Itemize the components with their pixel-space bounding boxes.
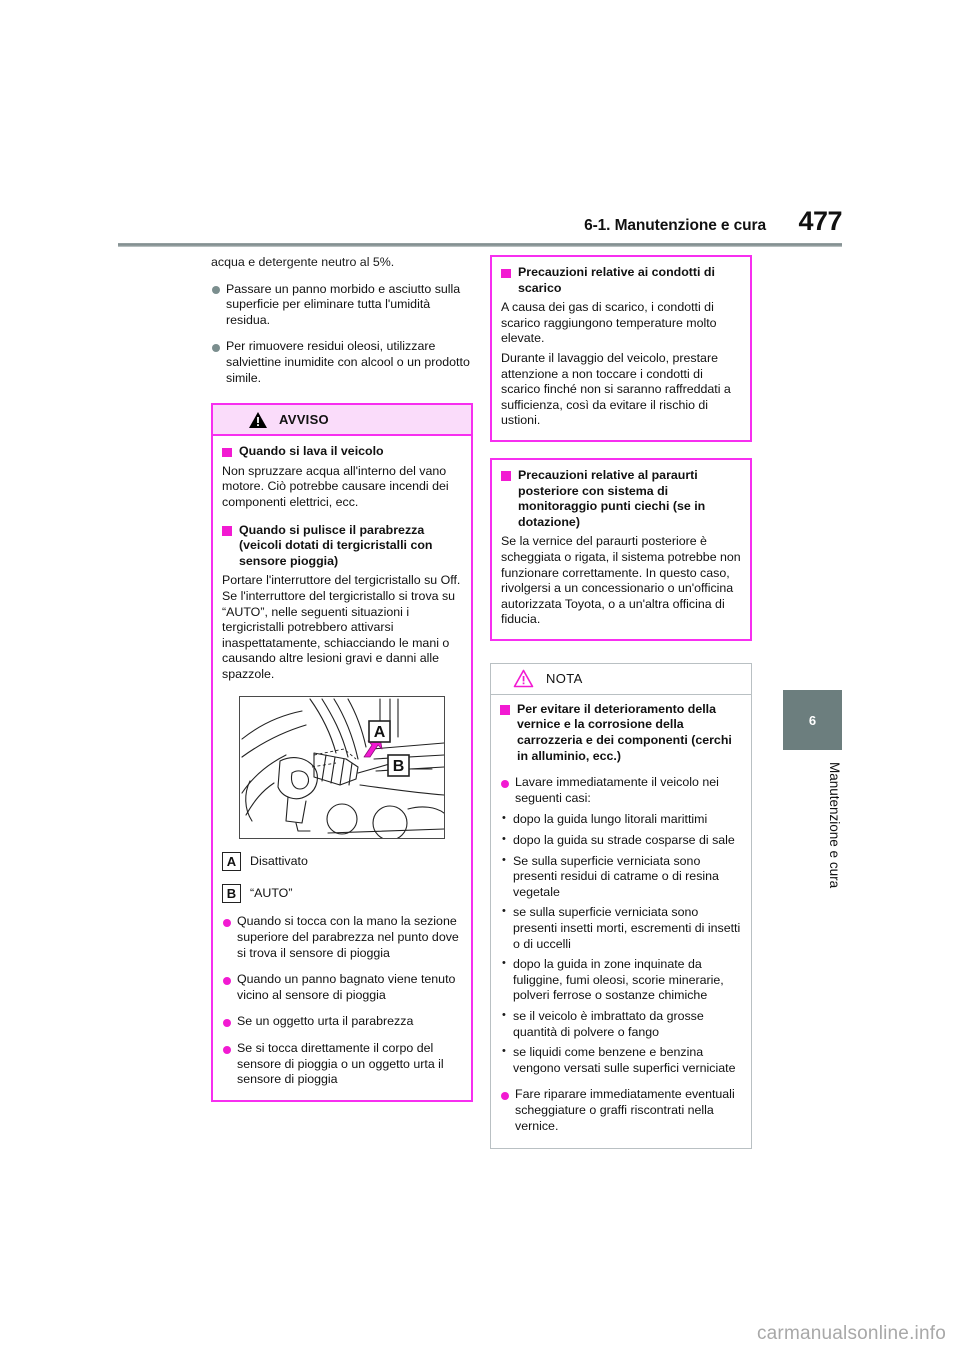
- callout-reference: [222, 852, 462, 871]
- warning-triangle-hollow-icon: [513, 669, 534, 688]
- wiper-stalk-drawing: [240, 697, 445, 839]
- warning-section-paragraph: Portare l'interruttore del tergicristallo su Off.: [222, 573, 461, 588]
- callout-a: [369, 721, 390, 742]
- notice-box-header: [491, 664, 751, 695]
- list-item: • se il veicolo è imbrattato da grosse quantità di polvere o fango: [500, 1009, 742, 1040]
- care-bullet-list: [211, 282, 473, 387]
- warning-section-paragraph: Non spruzzare acqua all'interno del vano motore. Ciò potrebbe causare incendi dei componenti elettrici, ecc.: [222, 463, 449, 509]
- right-column: [490, 255, 752, 1149]
- header-section-title: 6-1. Manutenzione e cura: [584, 217, 766, 234]
- info-box-heading: Precauzioni relative al paraurti posteriore con sistema di monitoraggio punti ciechi (se in dotazione): [501, 468, 741, 530]
- chapter-tab-number: 6: [808, 712, 817, 728]
- info-box-rear-bumper: [490, 458, 752, 641]
- info-box-paragraph: A causa dei gas di scarico, i condotti di scarico raggiungono temperature molto elevate.: [501, 300, 717, 346]
- notice-cases-list: [500, 812, 742, 1076]
- info-box-exhaust: [490, 255, 752, 442]
- list-item: • dopo la guida su strade cosparse di sale: [500, 833, 742, 849]
- list-item: Lavare immediatamente il veicolo nei seguenti casi:: [500, 775, 742, 806]
- notice-box-title: NOTA: [546, 671, 583, 687]
- list-item: Quando si tocca con la mano la sezione superiore del parabrezza nel punto dove si trova il sensore di pioggia: [222, 914, 462, 961]
- warning-section-heading: Quando si pulisce il parabrezza (veicoli dotati di tergicristalli con sensore pioggia): [222, 523, 462, 570]
- warning-box-body: [213, 436, 471, 1100]
- page-header: [118, 206, 842, 237]
- list-item: Quando un panno bagnato viene tenuto vicino al sensore di pioggia: [222, 972, 462, 1003]
- warning-box-header: [213, 405, 471, 436]
- warning-box-avviso: [211, 403, 473, 1102]
- left-column: [211, 255, 473, 1102]
- svg-text:B: B: [392, 758, 405, 776]
- notice-box-nota: [490, 663, 752, 1149]
- intro-paragraph: acqua e detergente neutro al 5%.: [211, 255, 395, 269]
- list-item: Se un oggetto urta il parabrezza: [222, 1014, 462, 1030]
- site-watermark: carmanualsonline.info: [756, 1323, 946, 1344]
- warning-section-paragraph: Se l'interruttore del tergicristallo si trova su “AUTO”, nelle seguenti situazioni i tergicristalli potrebbero attivarsi inaspettatamente, schiacciando le mani o causando altre lesioni gravi e danni alle spazzole.: [222, 588, 456, 681]
- list-item: Se si tocca direttamente il corpo del sensore di pioggia o un oggetto urta il sensore di pioggia: [222, 1041, 462, 1088]
- page-number: 477: [798, 206, 842, 236]
- callout-label-b: B: [222, 884, 241, 903]
- list-item: • dopo la guida in zone inquinate da fuliggine, fumi oleosi, scorie minerarie, polveri ferrose o sostanze chimiche: [500, 957, 742, 1004]
- wiper-stalk-illustration: [239, 696, 445, 839]
- header-divider: [118, 243, 842, 247]
- chapter-tab-label: Manutenzione e cura: [827, 762, 842, 889]
- info-box-paragraph: Se la vernice del paraurti posteriore è scheggiata o rigata, il sistema potrebbe non funzionare correttamente. In questo caso, rivolgersi a un concessionario o un'officina autorizzata Toyota, o a un'altra officina di fiducia.: [501, 534, 741, 627]
- list-item: Fare riparare immediatamente eventuali scheggiature o graffi riscontrati nella vernice.: [500, 1087, 742, 1134]
- callout-reference: [222, 884, 462, 903]
- warning-box-title: AVVISO: [279, 412, 329, 428]
- callout-b: [388, 755, 409, 776]
- callout-text-a: Disattivato: [250, 854, 308, 869]
- list-item: • Se sulla superficie verniciata sono presenti residui di catrame o di resina vegetale: [500, 854, 742, 901]
- notice-box-body: [491, 695, 751, 1148]
- list-item: • se liquidi come benzene e benzina vengono versati sulle superfici verniciate: [500, 1045, 742, 1076]
- notice-final-list: [500, 1087, 742, 1134]
- list-item: Per rimuovere residui oleosi, utilizzare salviettine inumidite con alcool o un prodotto simile.: [211, 339, 473, 386]
- notice-heading: Per evitare il deterioramento della vernice e la corrosione della carrozzeria e dei componenti (cerchi in alluminio, ecc.): [500, 702, 742, 764]
- svg-text:A: A: [373, 724, 386, 742]
- callout-label-a: A: [222, 852, 241, 871]
- info-box-heading: Precauzioni relative ai condotti di scarico: [501, 265, 741, 296]
- warning-section-heading: Quando si lava il veicolo: [222, 444, 462, 460]
- chapter-tab: [783, 690, 842, 750]
- list-item: • dopo la guida lungo litorali marittimi: [500, 812, 742, 828]
- notice-lead-list: [500, 775, 742, 806]
- warning-situations-list: [222, 914, 462, 1087]
- list-item: Passare un panno morbido e asciutto sulla superficie per eliminare tutta l'umidità residua.: [211, 282, 473, 329]
- info-box-paragraph: Durante il lavaggio del veicolo, prestare attenzione a non toccare i condotti di scarico finché non si saranno raffreddati a sufficienza, così da evitare il rischio di ustioni.: [501, 350, 731, 428]
- callout-text-b: “AUTO”: [250, 886, 293, 901]
- list-item: • se sulla superficie verniciata sono presenti insetti morti, escrementi di insetti o di uccelli: [500, 905, 742, 952]
- warning-triangle-solid-icon: [248, 411, 268, 429]
